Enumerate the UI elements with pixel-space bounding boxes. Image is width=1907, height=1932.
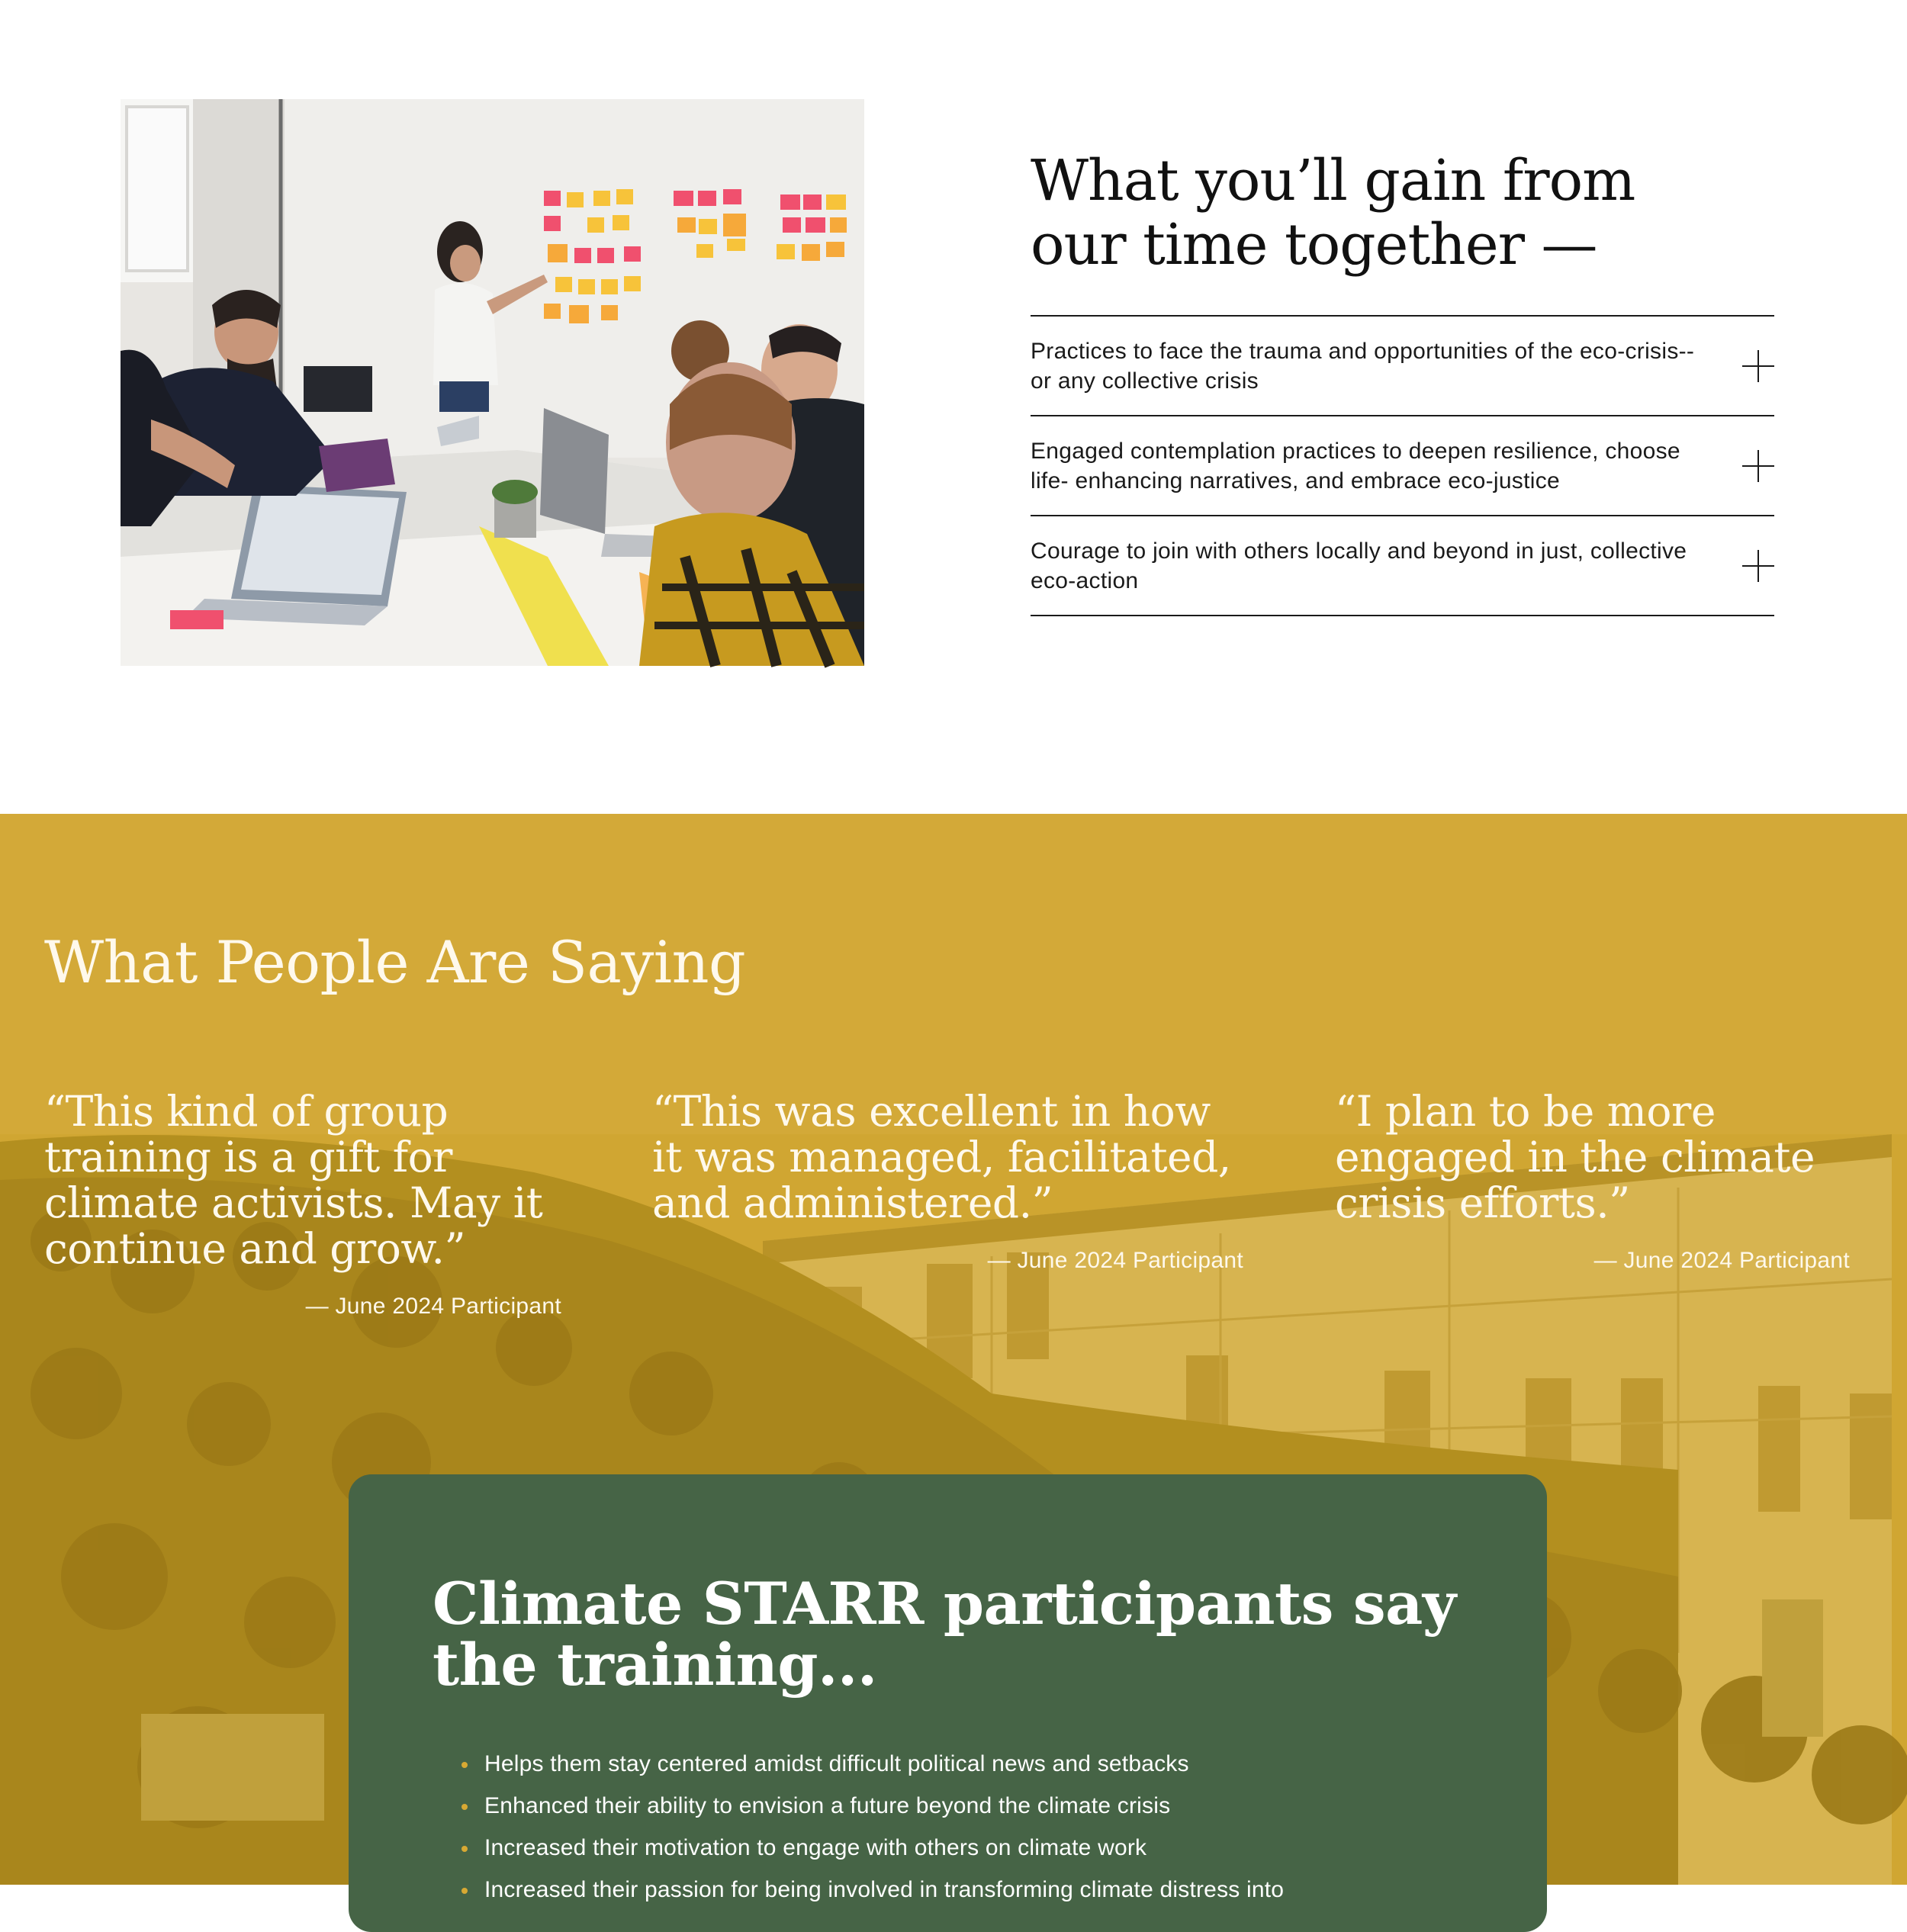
accordion-item-label: Practices to face the trauma and opportunities of the eco-crisis--or any collective crisis (1031, 338, 1695, 394)
accordion-item-label: Courage to join with others locally and beyond in just, collective eco-action (1031, 538, 1687, 593)
quote-author: — June 2024 Participant (305, 1294, 561, 1319)
list-item: Increased their motivation to engage with others on climate work (461, 1827, 1284, 1869)
team-meeting-photo (121, 99, 864, 666)
gain-panel (1031, 149, 1774, 616)
quote-author: — June 2024 Participant (987, 1248, 1243, 1273)
testimonials-title: What People Are Saying (44, 928, 746, 996)
testimonial-quote (652, 1088, 1243, 1275)
accordion-item-label: Engaged contemplation practices to deepen resilience, choose life- enhancing narratives, and embrace eco-justice (1031, 438, 1680, 493)
list-item: Enhanced their ability to envision a future beyond the climate crisis (461, 1785, 1284, 1827)
card-title: Climate STARR participants say the training... (433, 1570, 1456, 1699)
quote-text: “This was excellent in how it was managed, facilitated, and administered.” (652, 1087, 1231, 1227)
list-item: Increased their passion for being involved in transforming climate distress into (461, 1869, 1284, 1911)
gain-section (0, 0, 1907, 814)
testimonial-quote (1335, 1088, 1850, 1275)
gain-accordion (1031, 315, 1774, 616)
accordion-item-trauma-practices[interactable] (1031, 317, 1774, 416)
quote-text: “This kind of group training is a gift for climate activists. May it continue and grow.” (44, 1087, 543, 1273)
participant-outcomes-card (349, 1474, 1547, 1932)
accordion-item-collective-action[interactable] (1031, 516, 1774, 616)
plus-icon[interactable] (1742, 450, 1774, 482)
plus-icon[interactable] (1742, 550, 1774, 582)
testimonial-quote (44, 1088, 561, 1320)
testimonials-section (0, 814, 1907, 1902)
accordion-item-contemplation-practices[interactable] (1031, 416, 1774, 516)
plus-icon[interactable] (1742, 350, 1774, 382)
gain-title: What you’ll gain from our time together — (1031, 148, 1635, 278)
quote-text: “I plan to be more engaged in the climate crisis efforts.” (1335, 1087, 1815, 1227)
outcomes-list (461, 1743, 1284, 1911)
list-item: Helps them stay centered amidst difficult political news and setbacks (461, 1743, 1284, 1785)
quote-author: — June 2024 Participant (1593, 1248, 1850, 1273)
